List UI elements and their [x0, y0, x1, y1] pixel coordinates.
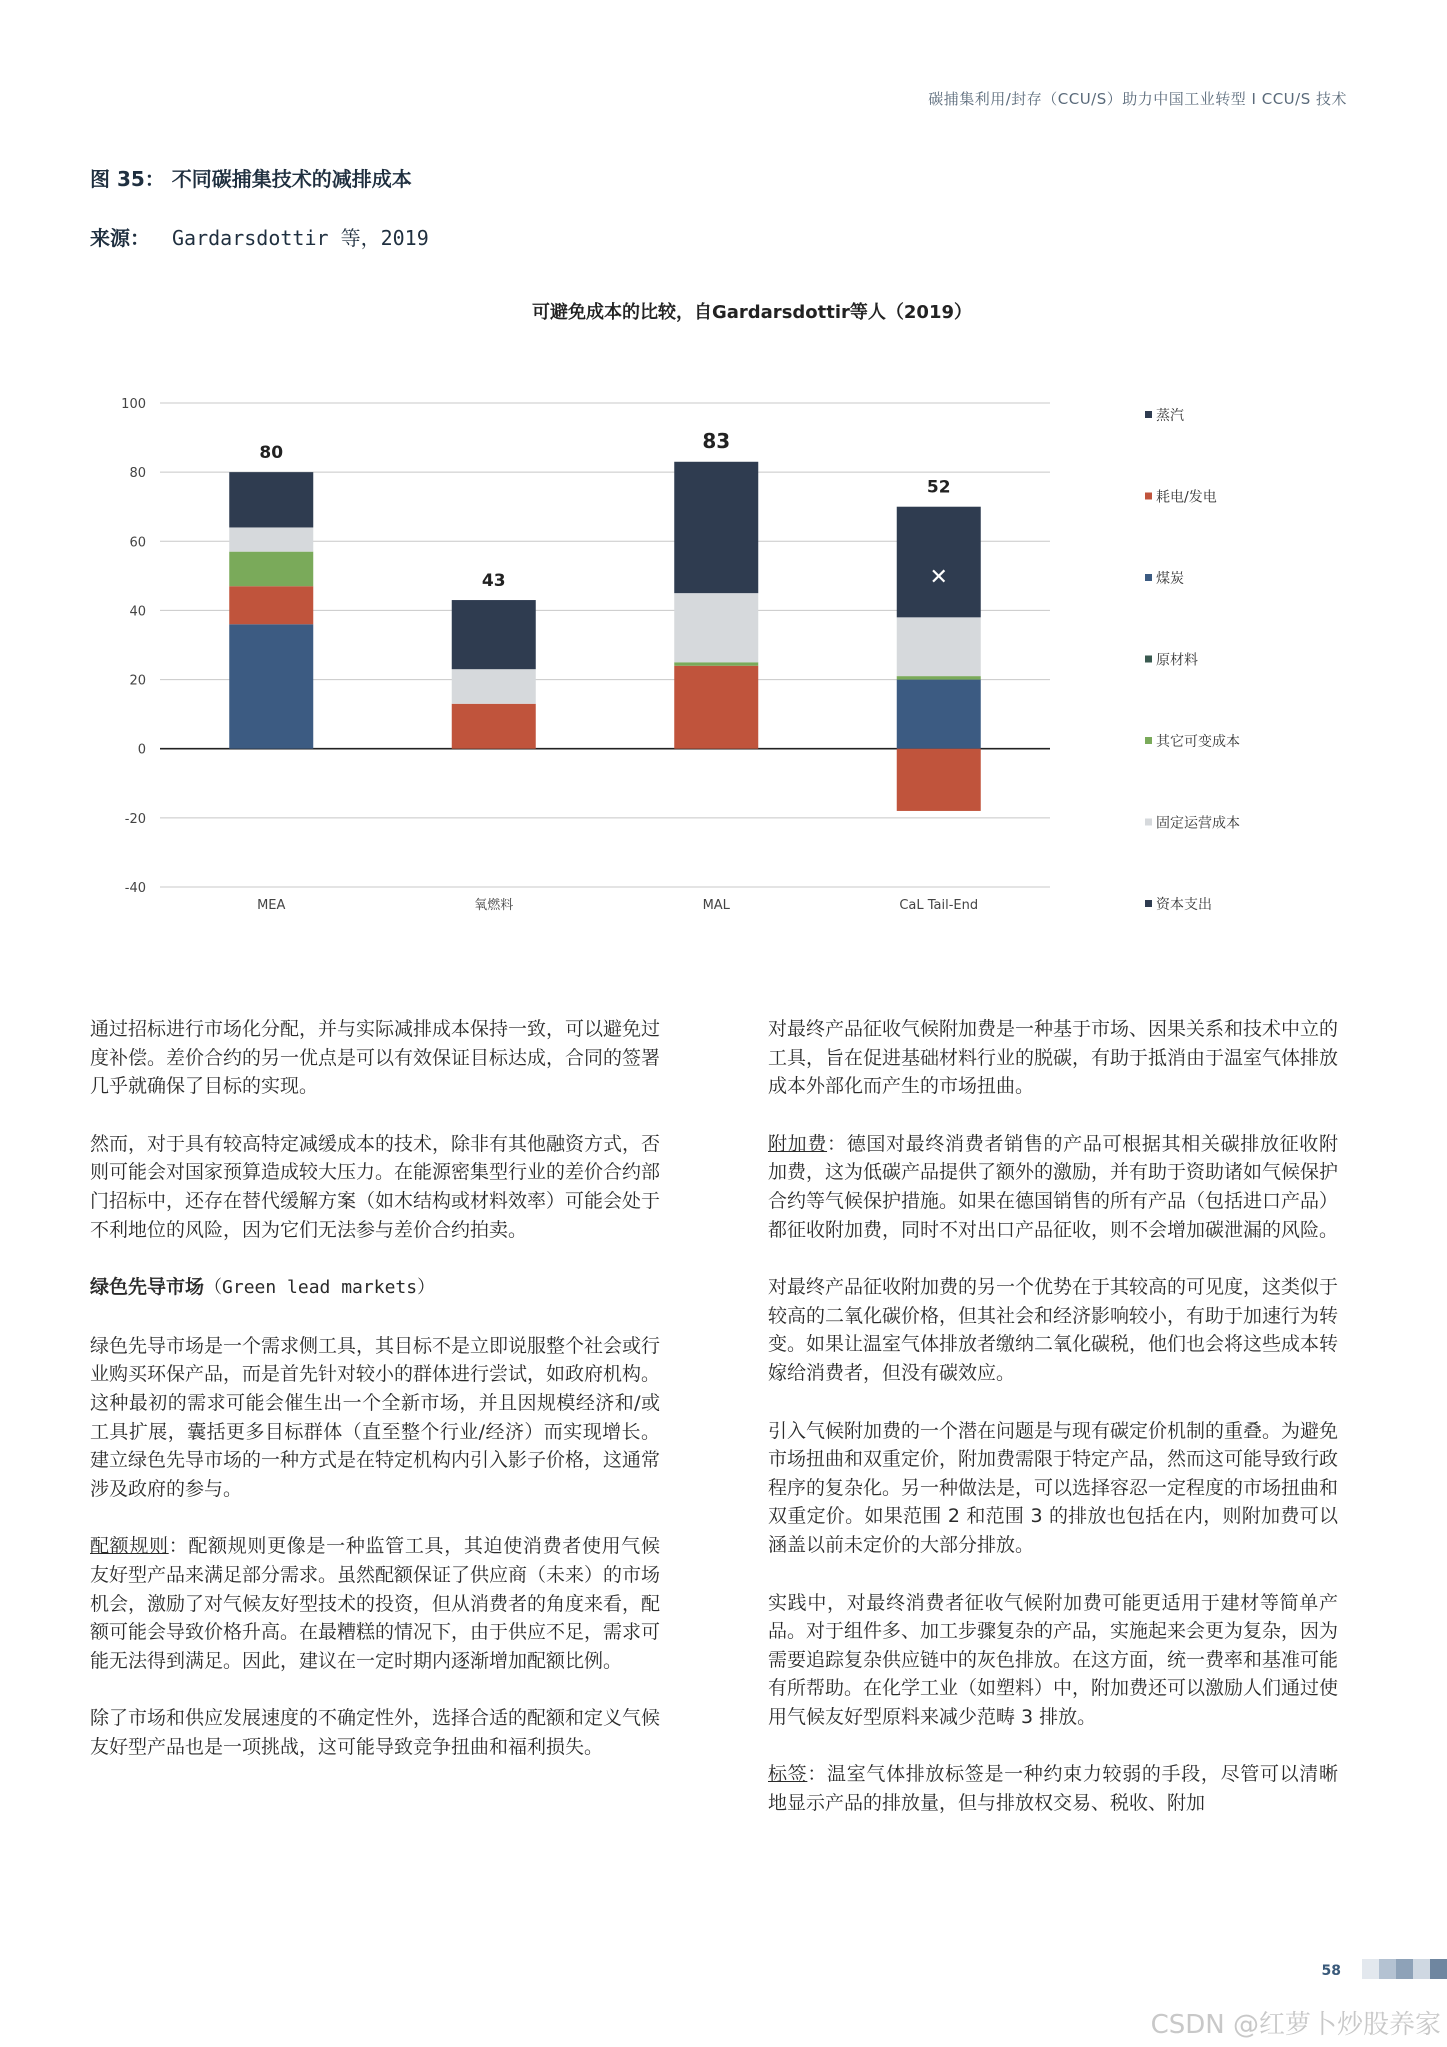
legend-swatch [1145, 900, 1152, 907]
left-column [90, 1015, 660, 1790]
right-column [768, 1015, 1338, 1847]
y-tick-label: 100 [121, 397, 146, 412]
y-tick-label: 0 [137, 742, 146, 758]
bar-segment [229, 586, 313, 624]
paragraph: 通过招标进行市场化分配，并与实际减排成本保持一致，可以避免过度补偿。差价合约的另一优点是可以有效保证目标达成，合同的签署几乎就确保了目标的实现。 [90, 1018, 661, 1098]
paragraph [768, 1760, 1338, 1817]
x-tick-label: 氧燃料 [474, 898, 514, 913]
paragraph: 引入气候附加费的一个潜在问题是与现有碳定价机制的重叠。为避免市场扭曲和双重定价，附加费需限于特定产品，然而这可能导致行政程序的复杂化。另一种做法是，可以选择容忍一定程度的市场扭曲和双重定价。如果范围 2 和范围 3 的排放也包括在内，则附加费可以涵盖以前未定价的大部分排放。 [768, 1419, 1339, 1556]
x-tick-label: CaL Tail-End [899, 898, 979, 913]
y-tick-label: 60 [129, 535, 146, 551]
source-value: Gardarsdottir 等，2019 [172, 226, 429, 250]
page-number: 58 [1321, 1963, 1341, 1979]
term: 标签 [768, 1763, 808, 1786]
page-bar-segment [1396, 1959, 1413, 1979]
paragraph [90, 1532, 660, 1675]
legend-swatch [1145, 574, 1152, 581]
bar-segment [674, 666, 758, 749]
heading-cn: 绿色先导市场 [90, 1276, 205, 1299]
y-tick-label: 80 [129, 466, 146, 482]
legend-label: 耗电/发电 [1156, 489, 1217, 506]
watermark: CSDN @红萝卜炒股养家 [1150, 2010, 1441, 2040]
x-tick-label: MEA [257, 898, 286, 913]
chart-bars [229, 462, 981, 811]
page-decoration-bar [1362, 1959, 1447, 1979]
paragraph: 对最终产品征收气候附加费是一种基于市场、因果关系和技术中立的工具，旨在促进基础材料行业的脱碳，有助于抵消由于温室气体排放成本外部化而产生的市场扭曲。 [768, 1018, 1339, 1098]
bar-segment [452, 704, 536, 749]
paragraph: 对最终产品征收附加费的另一个优势在于其较高的可见度，这类似于较高的二氧化碳价格，但其社会和经济影响较小，有助于加速行为转变。如果让温室气体排放者缴纳二氧化碳税，他们也会将这些成本转嫁给消费者，但没有碳效应。 [768, 1276, 1339, 1384]
bar-segment [897, 676, 981, 679]
paragraph: 实践中，对最终消费者征收气候附加费可能更适用于建材等简单产品。对于组件多、加工步骤复杂的产品，实施起来会更为复杂，因为需要追踪复杂供应链中的灰色排放。在这方面，统一费率和基准可能有所帮助。在化学工业（如塑料）中，附加费还可以激励人们通过使用气候友好型原料来减少范畴 3 排放。 [768, 1591, 1339, 1728]
term-body: ：配额规则更像是一种监管工具，其迫使消费者使用气候友好型产品来满足部分需求。虽然配额保证了供应商（未来）的市场机会，激励了对气候友好型技术的投资，但从消费者的角度来看，配额可能会导致价格升高。在最糟糕的情况下，由于供应不足，需求可能无法得到满足。因此，建议在一定时期内逐渐增加配额比例。 [90, 1535, 661, 1672]
bar-segment [452, 600, 536, 669]
section-heading [90, 1273, 660, 1303]
bar-segment [229, 527, 313, 551]
cost-chart [90, 290, 1320, 930]
legend-swatch [1145, 819, 1152, 826]
bar-total-label: 52 [926, 477, 951, 498]
source-label: 来源： [90, 226, 150, 250]
term: 附加费 [768, 1132, 828, 1155]
bar-segment [674, 593, 758, 662]
bar-segment [229, 472, 313, 527]
y-tick-label: 40 [129, 604, 146, 620]
page-bar-segment [1413, 1959, 1430, 1979]
paragraph: 除了市场和供应发展速度的不确定性外，选择合适的配额和定义气候友好型产品也是一项挑战，这可能导致竞争扭曲和福利损失。 [90, 1707, 661, 1758]
running-header: 碳捕集利用/封存（CCU/S）助力中国工业转型 I CCU/S 技术 [928, 90, 1347, 108]
bar-segment [897, 507, 981, 618]
y-tick-label: -40 [124, 881, 146, 896]
figure-source [90, 222, 429, 251]
legend-label: 固定运营成本 [1156, 815, 1240, 832]
bar-segment [229, 624, 313, 748]
bar-segment [674, 662, 758, 665]
y-tick-label: 20 [129, 673, 146, 689]
paragraph: 然而，对于具有较高特定减缓成本的技术，除非有其他融资方式，否则可能会对国家预算造成较大压力。在能源密集型行业的差价合约部门招标中，还存在替代缓解方案（如木结构或材料效率）可能会处于不利地位的风险，因为它们无法参与差价合约拍卖。 [90, 1132, 661, 1241]
bar-segment [897, 749, 981, 811]
legend-label: 蒸汽 [1156, 408, 1184, 424]
legend-swatch [1145, 737, 1152, 744]
page-bar-segment [1362, 1959, 1379, 1979]
bar-segment [897, 680, 981, 749]
bar-total-label: 43 [481, 571, 506, 592]
paragraph: 绿色先导市场是一个需求侧工具，其目标不是立即说服整个社会或行业购买环保产品，而是首先针对较小的群体进行尝试，如政府机构。这种最初的需求可能会催生出一个全新市场，并且因规模经济和/或工具扩展，囊括更多目标群体（直至整个行业/经济）而实现增长。建立绿色先导市场的一种方式是在特定机构内引入影子价格，这通常涉及政府的参与。 [90, 1334, 661, 1500]
chart-legend [1145, 407, 1240, 913]
paragraph [768, 1130, 1338, 1244]
legend-label: 其它可变成本 [1156, 734, 1240, 750]
legend-swatch [1145, 656, 1152, 663]
chart-labels [257, 429, 978, 913]
page-bar-segment [1430, 1959, 1447, 1979]
heading-en: （Green lead markets） [204, 1277, 436, 1299]
term: 配额规则 [90, 1535, 169, 1558]
cross-marker-icon: ✕ [929, 564, 948, 590]
bar-total-label: 83 [702, 428, 731, 453]
legend-swatch [1145, 411, 1152, 418]
term-body: ：温室气体排放标签是一种约束力较弱的手段，尽管可以清晰地显示产品的排放量，但与排放权交易、税收、附加 [768, 1763, 1338, 1815]
page-bar-segment [1379, 1959, 1396, 1979]
term-body: ：德国对最终消费者销售的产品可根据其相关碳排放征收附加费，这为低碳产品提供了额外的激励，并有助于资助诸如气候保护合约等气候保护措施。如果在德国销售的所有产品（包括进口产品）都征收附加费，同时不对出口产品征收，则不会增加碳泄漏的风险。 [768, 1132, 1339, 1241]
bar-total-label: 80 [259, 443, 284, 464]
bar-segment [229, 552, 313, 587]
chart-title: 可避免成本的比较，自Gardarsdottir等人（2019） [531, 302, 973, 323]
legend-swatch [1145, 493, 1152, 500]
bar-segment [452, 669, 536, 704]
y-tick-label: -20 [124, 811, 146, 827]
legend-label: 资本支出 [1156, 897, 1212, 913]
x-tick-label: MAL [702, 898, 730, 913]
legend-label: 原材料 [1156, 652, 1198, 669]
bar-segment [674, 462, 758, 593]
bar-segment [897, 617, 981, 676]
legend-label: 煤炭 [1156, 571, 1184, 587]
figure-title: 图 35： 不同碳捕集技术的减排成本 [90, 167, 412, 191]
